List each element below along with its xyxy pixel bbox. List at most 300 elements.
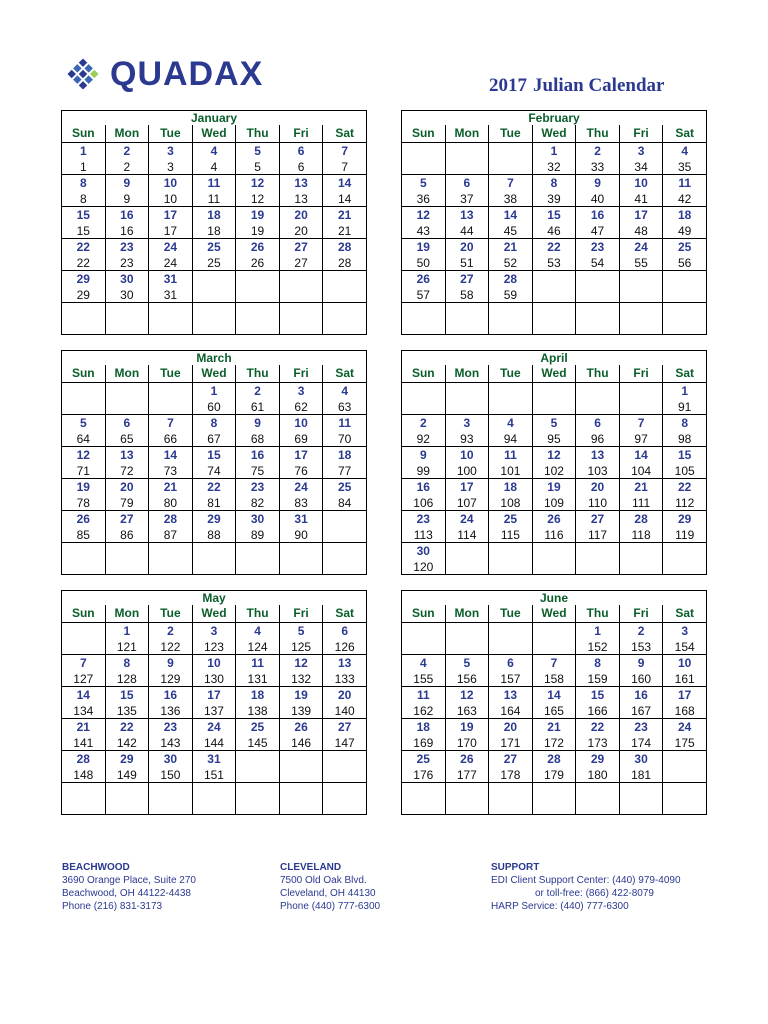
julian-number: 89	[250, 528, 265, 542]
day-cell	[532, 271, 576, 303]
day-cell	[192, 719, 236, 751]
day-cell	[532, 415, 576, 447]
day-cell	[62, 687, 106, 719]
day-number: 19	[250, 208, 265, 222]
day-number: 24	[163, 240, 178, 254]
day-cell	[402, 447, 446, 479]
julian-number: 136	[160, 704, 181, 718]
day-number: 4	[341, 384, 349, 398]
day-cell	[532, 479, 576, 511]
julian-number: 180	[587, 768, 608, 782]
day-number: 5	[297, 624, 305, 638]
day-number: 5	[79, 416, 87, 430]
day-number: 10	[207, 656, 221, 670]
day-cell	[445, 479, 489, 511]
day-cell	[279, 543, 323, 575]
day-number: 13	[590, 448, 605, 462]
day-cell	[192, 383, 236, 415]
day-cell	[619, 239, 663, 271]
day-number: 19	[416, 240, 430, 254]
day-number: 1	[79, 144, 87, 158]
day-cell	[663, 655, 707, 687]
julian-number: 123	[203, 640, 224, 654]
julian-number: 7	[341, 160, 349, 174]
day-cell	[402, 271, 446, 303]
julian-number: 1	[79, 160, 87, 174]
day-cell	[663, 783, 707, 815]
julian-number: 68	[250, 432, 265, 446]
julian-number: 15	[76, 224, 90, 238]
julian-number: 122	[160, 640, 181, 654]
day-cell	[149, 143, 193, 175]
day-cell	[402, 479, 446, 511]
day-cell	[279, 271, 323, 303]
julian-number: 120	[413, 560, 434, 574]
day-cell	[532, 143, 576, 175]
day-cell	[663, 175, 707, 207]
day-number: 21	[634, 480, 648, 494]
julian-number: 66	[163, 432, 178, 446]
day-cell	[489, 719, 533, 751]
footer-line: 3690 Orange Place, Suite 270	[62, 875, 196, 886]
day-cell	[192, 479, 236, 511]
julian-number: 32	[547, 160, 561, 174]
brand-name: QUADAX	[110, 55, 264, 93]
day-number: 14	[163, 448, 178, 462]
day-cell	[105, 655, 149, 687]
julian-number: 13	[294, 192, 308, 206]
day-number: 8	[210, 416, 218, 430]
weekday-header: Fri	[619, 605, 663, 623]
day-cell	[323, 751, 367, 783]
footer-line: Beachwood, OH 44122-4438	[62, 888, 191, 899]
julian-number: 11	[207, 192, 221, 206]
weekday-header: Mon	[105, 125, 149, 143]
julian-number: 86	[120, 528, 134, 542]
julian-number: 163	[456, 704, 477, 718]
day-cell	[576, 143, 620, 175]
day-number: 9	[637, 656, 645, 670]
day-cell	[105, 687, 149, 719]
day-number: 21	[503, 240, 518, 254]
julian-number: 84	[338, 496, 352, 510]
day-cell	[663, 687, 707, 719]
footer-line: Cleveland, OH 44130	[280, 888, 376, 899]
day-number: 29	[76, 272, 90, 286]
day-number: 26	[416, 272, 430, 286]
day-number: 14	[338, 176, 352, 190]
day-number: 3	[463, 416, 471, 430]
day-number: 9	[419, 448, 427, 462]
day-cell	[236, 143, 280, 175]
day-number: 24	[460, 512, 474, 526]
julian-number: 96	[590, 432, 605, 446]
day-number: 1	[210, 384, 218, 398]
day-number: 26	[250, 240, 265, 254]
day-cell	[105, 511, 149, 543]
day-cell	[576, 751, 620, 783]
julian-number: 71	[76, 464, 90, 478]
day-cell	[576, 175, 620, 207]
julian-number: 158	[543, 672, 564, 686]
julian-number: 6	[297, 160, 305, 174]
julian-number: 172	[543, 736, 564, 750]
weekday-header: Mon	[105, 365, 149, 383]
julian-number: 132	[291, 672, 312, 686]
julian-number: 153	[631, 640, 652, 654]
day-number: 23	[590, 240, 605, 254]
julian-number: 79	[120, 496, 134, 510]
julian-number: 176	[413, 768, 434, 782]
day-cell	[489, 511, 533, 543]
day-cell	[576, 783, 620, 815]
day-number: 8	[550, 176, 558, 190]
day-number: 29	[120, 752, 134, 766]
day-number: 4	[210, 144, 218, 158]
day-cell	[62, 719, 106, 751]
day-number: 30	[120, 272, 134, 286]
day-cell	[149, 511, 193, 543]
calendar-may	[61, 590, 367, 815]
footer-heading: BEACHWOOD	[62, 862, 130, 873]
day-cell	[323, 783, 367, 815]
day-cell	[236, 687, 280, 719]
day-cell	[445, 175, 489, 207]
julian-number: 53	[547, 256, 561, 270]
julian-number: 88	[207, 528, 221, 542]
day-number: 13	[120, 448, 134, 462]
julian-number: 83	[294, 496, 308, 510]
day-number: 20	[503, 720, 518, 734]
day-number: 20	[338, 688, 352, 702]
day-number: 23	[416, 512, 430, 526]
day-number: 18	[503, 480, 518, 494]
weekday-header: Mon	[445, 605, 489, 623]
julian-number: 29	[76, 288, 90, 302]
julian-number: 168	[674, 704, 695, 718]
calendar-march	[61, 350, 367, 575]
weekday-header: Thu	[236, 125, 280, 143]
day-cell	[236, 383, 280, 415]
weekday-header: Sat	[663, 365, 707, 383]
day-cell	[445, 783, 489, 815]
day-cell	[576, 271, 620, 303]
day-cell	[62, 303, 106, 335]
footer-beachwood	[62, 861, 196, 913]
day-cell	[149, 207, 193, 239]
day-cell	[619, 479, 663, 511]
day-cell	[236, 543, 280, 575]
day-number: 15	[678, 448, 692, 462]
julian-number: 100	[456, 464, 477, 478]
day-cell	[149, 479, 193, 511]
day-number: 2	[167, 624, 174, 638]
julian-number: 54	[590, 256, 605, 270]
day-cell	[402, 143, 446, 175]
julian-number: 145	[247, 736, 268, 750]
day-cell	[445, 415, 489, 447]
day-number: 7	[550, 656, 558, 670]
julian-number: 128	[116, 672, 137, 686]
day-cell	[192, 207, 236, 239]
day-cell	[192, 239, 236, 271]
day-cell	[236, 207, 280, 239]
weekday-header: Wed	[192, 365, 236, 383]
julian-number: 36	[416, 192, 430, 206]
julian-number: 111	[631, 496, 651, 510]
day-cell	[279, 687, 323, 719]
day-number: 14	[547, 688, 561, 702]
julian-number: 52	[503, 256, 518, 270]
day-number: 23	[250, 480, 265, 494]
day-cell	[149, 239, 193, 271]
day-cell	[532, 303, 576, 335]
julian-number: 5	[254, 160, 261, 174]
day-number: 9	[123, 176, 131, 190]
day-cell	[619, 207, 663, 239]
day-cell	[663, 623, 707, 655]
julian-number: 18	[207, 224, 221, 238]
day-number: 6	[341, 624, 349, 638]
julian-number: 24	[163, 256, 178, 270]
day-number: 30	[416, 544, 430, 558]
day-cell	[532, 239, 576, 271]
day-number: 8	[79, 176, 87, 190]
julian-number: 165	[543, 704, 564, 718]
day-number: 27	[590, 512, 605, 526]
julian-number: 9	[123, 192, 131, 206]
julian-number: 28	[338, 256, 352, 270]
julian-number: 157	[500, 672, 521, 686]
day-cell	[663, 143, 707, 175]
julian-number: 119	[675, 528, 695, 542]
julian-number: 171	[500, 736, 521, 750]
julian-number: 126	[334, 640, 355, 654]
day-number: 5	[463, 656, 471, 670]
day-cell	[149, 687, 193, 719]
day-number: 5	[550, 416, 558, 430]
day-number: 29	[678, 512, 692, 526]
day-number: 6	[297, 144, 305, 158]
day-cell	[445, 511, 489, 543]
julian-number: 87	[163, 528, 178, 542]
day-cell	[402, 783, 446, 815]
day-number: 8	[123, 656, 131, 670]
julian-number: 103	[587, 464, 608, 478]
day-number: 29	[207, 512, 221, 526]
weekday-header: Sat	[323, 125, 367, 143]
day-number: 1	[550, 144, 558, 158]
julian-number: 78	[76, 496, 90, 510]
day-cell	[192, 303, 236, 335]
weekday-header: Tue	[149, 125, 193, 143]
day-number: 11	[504, 448, 517, 462]
day-number: 12	[416, 208, 430, 222]
julian-number: 170	[456, 736, 477, 750]
weekday-header: Sun	[402, 125, 446, 143]
day-cell	[663, 383, 707, 415]
day-number: 14	[76, 688, 90, 702]
day-number: 28	[503, 272, 518, 286]
day-cell	[323, 655, 367, 687]
day-number: 12	[250, 176, 265, 190]
day-number: 22	[547, 240, 561, 254]
julian-number: 85	[76, 528, 90, 542]
day-cell	[532, 511, 576, 543]
julian-number: 75	[250, 464, 265, 478]
day-number: 13	[503, 688, 518, 702]
weekday-header: Sat	[663, 125, 707, 143]
julian-number: 22	[76, 256, 90, 270]
day-number: 28	[547, 752, 561, 766]
day-cell	[619, 751, 663, 783]
day-cell	[619, 175, 663, 207]
day-number: 22	[207, 480, 221, 494]
weekday-header: Sat	[323, 365, 367, 383]
footer-line: 7500 Old Oak Blvd.	[280, 875, 367, 886]
julian-number: 125	[291, 640, 312, 654]
day-number: 17	[207, 688, 221, 702]
day-number: 26	[547, 512, 561, 526]
julian-number: 44	[460, 224, 474, 238]
day-cell	[149, 543, 193, 575]
weekday-header: Thu	[576, 365, 620, 383]
day-number: 24	[207, 720, 221, 734]
footer-cleveland	[280, 861, 380, 913]
julian-number: 110	[587, 496, 608, 510]
julian-number: 175	[674, 736, 695, 750]
julian-number: 12	[250, 192, 265, 206]
day-cell	[663, 207, 707, 239]
day-cell	[62, 415, 106, 447]
day-number: 18	[207, 208, 221, 222]
day-cell	[402, 687, 446, 719]
day-number: 6	[594, 416, 601, 430]
day-number: 19	[460, 720, 474, 734]
day-cell	[105, 623, 149, 655]
day-cell	[489, 239, 533, 271]
weekday-header: Wed	[532, 125, 576, 143]
julian-number: 2	[123, 160, 131, 174]
day-cell	[619, 719, 663, 751]
day-cell	[532, 543, 576, 575]
day-cell	[149, 271, 193, 303]
day-number: 3	[210, 624, 218, 638]
day-cell	[192, 623, 236, 655]
day-cell	[192, 447, 236, 479]
day-number: 2	[419, 416, 427, 430]
day-cell	[279, 719, 323, 751]
day-number: 21	[338, 208, 352, 222]
julian-number: 20	[294, 224, 308, 238]
weekday-header: Thu	[236, 605, 280, 623]
day-number: 8	[681, 416, 689, 430]
julian-number: 43	[416, 224, 430, 238]
julian-number: 4	[210, 160, 218, 174]
weekday-header: Tue	[149, 605, 193, 623]
day-cell	[62, 271, 106, 303]
weekday-header: Mon	[105, 605, 149, 623]
day-cell	[576, 239, 620, 271]
day-cell	[576, 479, 620, 511]
day-cell	[532, 383, 576, 415]
day-cell	[279, 479, 323, 511]
day-cell	[576, 655, 620, 687]
julian-number: 179	[543, 768, 564, 782]
day-number: 16	[416, 480, 430, 494]
weekday-header: Sat	[663, 605, 707, 623]
julian-number: 127	[73, 672, 94, 686]
day-cell	[323, 687, 367, 719]
day-cell	[149, 751, 193, 783]
julian-number: 159	[587, 672, 608, 686]
julian-number: 33	[590, 160, 605, 174]
day-number: 3	[167, 144, 174, 158]
julian-number: 77	[338, 464, 352, 478]
day-number: 22	[678, 480, 692, 494]
day-cell	[489, 415, 533, 447]
day-number: 21	[547, 720, 561, 734]
day-number: 20	[460, 240, 474, 254]
day-cell	[105, 447, 149, 479]
julian-number: 25	[207, 256, 221, 270]
day-number: 6	[123, 416, 131, 430]
julian-number: 155	[413, 672, 434, 686]
day-number: 24	[634, 240, 648, 254]
day-number: 25	[207, 240, 221, 254]
julian-number: 42	[678, 192, 692, 206]
calendar-february	[401, 110, 707, 335]
day-number: 10	[294, 416, 308, 430]
day-cell	[663, 511, 707, 543]
day-cell	[402, 655, 446, 687]
julian-number: 106	[413, 496, 434, 510]
day-cell	[236, 303, 280, 335]
day-number: 2	[594, 144, 601, 158]
julian-number: 76	[294, 464, 308, 478]
day-number: 3	[637, 144, 645, 158]
weekday-header: Sun	[402, 605, 446, 623]
day-number: 25	[678, 240, 692, 254]
julian-number: 60	[207, 400, 221, 414]
julian-number: 109	[543, 496, 564, 510]
julian-number: 150	[160, 768, 181, 782]
day-number: 11	[207, 176, 221, 190]
julian-number: 45	[503, 224, 518, 238]
julian-number: 62	[294, 400, 308, 414]
julian-number: 73	[163, 464, 178, 478]
julian-number: 35	[678, 160, 692, 174]
day-cell	[445, 623, 489, 655]
day-number: 28	[163, 512, 178, 526]
day-number: 11	[338, 416, 352, 430]
julian-number: 46	[547, 224, 561, 238]
julian-number: 26	[250, 256, 265, 270]
julian-number: 135	[116, 704, 137, 718]
day-cell	[445, 207, 489, 239]
day-number: 13	[460, 208, 474, 222]
julian-number: 51	[460, 256, 474, 270]
day-number: 15	[76, 208, 90, 222]
day-cell	[445, 447, 489, 479]
weekday-header: Sat	[323, 605, 367, 623]
julian-number: 72	[120, 464, 134, 478]
day-cell	[445, 543, 489, 575]
julian-number: 10	[163, 192, 178, 206]
day-cell	[62, 543, 106, 575]
day-cell	[323, 143, 367, 175]
julian-number: 113	[413, 528, 433, 542]
